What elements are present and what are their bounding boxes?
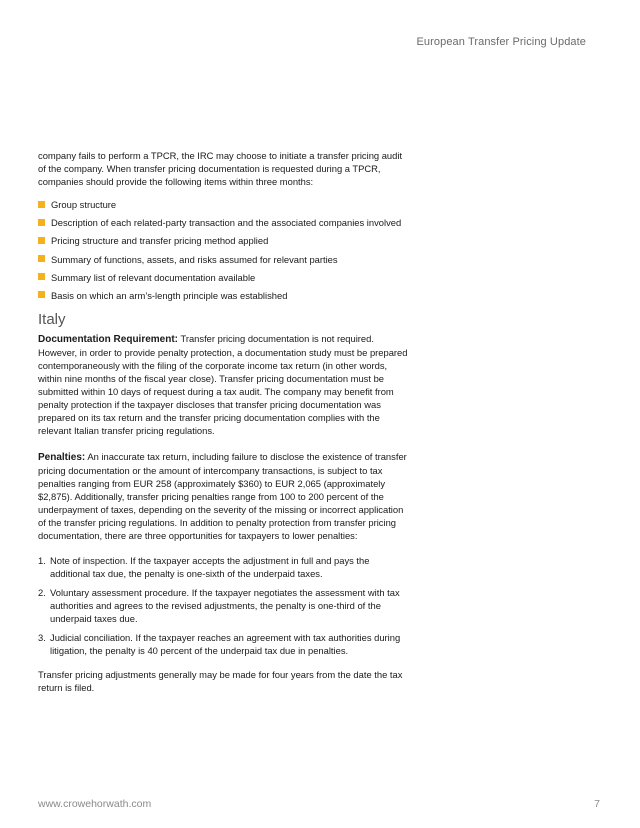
bullet-square-icon xyxy=(38,255,45,262)
penalties-lead: Penalties: xyxy=(38,452,86,464)
page-number: 7 xyxy=(594,798,600,810)
list-item: Group structure xyxy=(38,198,410,216)
bullet-square-icon xyxy=(38,237,45,244)
bullet-square-icon xyxy=(38,201,45,208)
list-item: Description of each related-party transaction and the associated companies involved xyxy=(38,216,410,234)
list-item: 3. Judicial conciliation. If the taxpayer reaches an agreement with tax authorities during litigation, the penalty is 40 percent of the underpaid tax due in penalties. xyxy=(38,632,401,657)
bullet-square-icon xyxy=(38,273,45,280)
list-item: Pricing structure and transfer pricing method applied xyxy=(38,234,410,252)
footer-url: www.crowehorwath.com xyxy=(38,798,152,810)
penalties-text: An inaccurate tax return, including failure to disclose the existence of transfer pricing documentation or the amount of intercompany transactions, is subject to tax penalties ranging from EUR 258 (approximately $360) to EUR 2,065 (approximately $2,875). Additionally, transfer pricing penalties range from 100 to 200 percent of the underpayment of taxes, depending on the severity of the missing or incorrect application of the transfer pricing regulations. In addition to penalty protection from transfer pricing documentation, there are three opportunities for taxpayers to lower penalties: xyxy=(38,451,407,542)
intro-paragraph: company fails to perform a TPCR, the IRC may choose to initiate a transfer pricing audit of the company. When transfer pricing documentation is requested during a TPCR, companies should provide the following items within three months: xyxy=(38,150,403,187)
page-content xyxy=(38,149,410,694)
documentation-lead: Documentation Requirement: xyxy=(38,334,179,346)
section-heading: Italy xyxy=(38,311,66,329)
list-item: Basis on which an arm’s-length principle was established xyxy=(38,289,410,307)
penalties-paragraph xyxy=(38,450,410,542)
documentation-text: Transfer pricing documentation is not required. However, in order to provide penalty protection, a documentation study must be prepared contemporaneously with the filing of the corporate income tax return (in other words, within nine months of the fiscal year close). Transfer pricing documentation must be submitted within 10 days of request during a tax audit. The company may benefit from penalty protection if the taxpayer discloses that transfer pricing documentation was prepared on its tax return and the transfer pricing documentation complies with the relevant Italian transfer pricing regulations. xyxy=(38,333,408,437)
bullet-square-icon xyxy=(38,219,45,226)
list-item: 2. Voluntary assessment procedure. If the taxpayer negotiates the assessment with tax authorities and agrees to the revised adjustments, the penalty is one-third of the underpaid taxes due. xyxy=(38,587,400,625)
bullet-square-icon xyxy=(38,291,45,298)
documentation-paragraph xyxy=(38,332,410,437)
penalty-options-list xyxy=(38,554,410,657)
list-item: Summary of functions, assets, and risks assumed for relevant parties xyxy=(38,253,410,271)
header-title: European Transfer Pricing Update xyxy=(416,36,586,48)
closing-paragraph: Transfer pricing adjustments generally may be made for four years from the date the tax return is filed. xyxy=(38,669,403,694)
list-item: Summary list of relevant documentation available xyxy=(38,271,410,289)
list-item: 1. Note of inspection. If the taxpayer accepts the adjustment in full and pays the additional tax due, the penalty is one-sixth of the underpaid taxes. xyxy=(38,555,370,580)
requirements-list xyxy=(38,198,410,307)
